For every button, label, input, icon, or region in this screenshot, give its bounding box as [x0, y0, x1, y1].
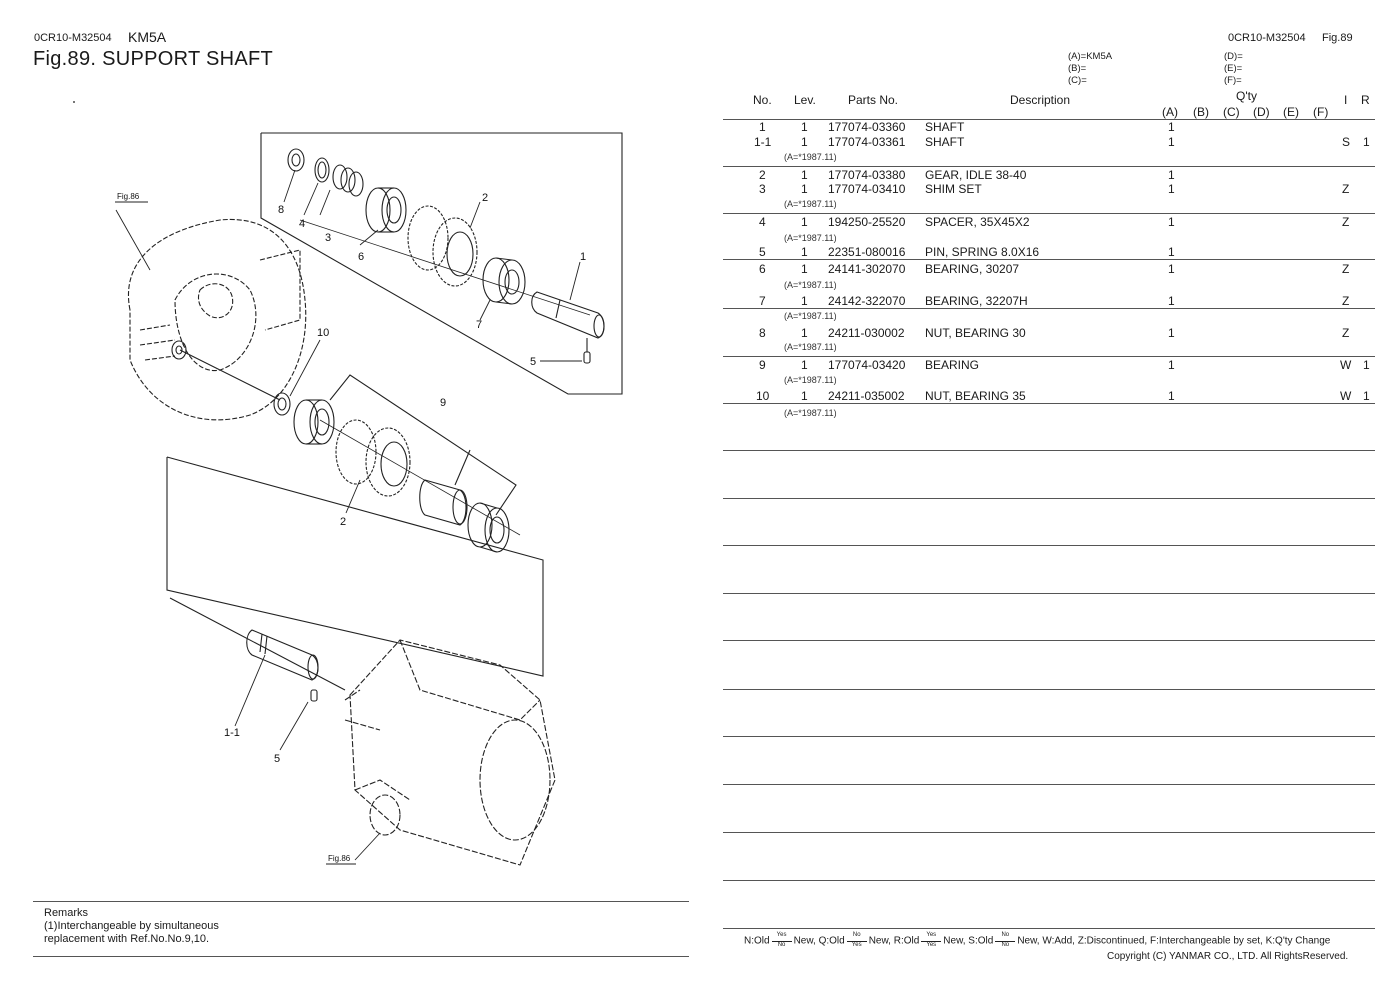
double-arrow-icon: No Yes — [847, 934, 867, 948]
empty-rule — [723, 640, 1375, 641]
legend-q-label: Q:Old — [818, 935, 845, 947]
row-note: (A=*1987.11) — [784, 233, 837, 243]
row-i-code: W — [1340, 389, 1352, 403]
col-header-qty: Q'ty — [1236, 89, 1257, 103]
row-qty-a: 1 — [1168, 358, 1175, 372]
collar-icon — [420, 480, 467, 525]
row-no: 5 — [759, 245, 766, 259]
row-parts-no: 24211-035002 — [828, 389, 905, 403]
row-i-code: Z — [1342, 262, 1350, 276]
row-no: 1 — [759, 120, 766, 134]
row-divider — [723, 259, 1375, 260]
legend-model-c: (C)= — [1068, 75, 1087, 86]
model-label: KM5A — [128, 29, 167, 45]
legend-new: New, — [868, 935, 891, 947]
bearing-lower-left-icon — [294, 400, 334, 444]
row-lev: 1 — [801, 135, 808, 149]
idle-gear-2-icon — [408, 206, 477, 286]
figure-title: Fig.89. SUPPORT SHAFT — [33, 48, 274, 70]
row-qty-a: 1 — [1168, 120, 1175, 134]
callout-5-lower: 5 — [274, 753, 281, 765]
row-parts-no: 177074-03361 — [828, 135, 906, 149]
row-lev: 1 — [801, 389, 808, 403]
col-header-no: No. — [753, 93, 772, 107]
row-description: BEARING, 32207H — [925, 294, 1028, 308]
remarks-bottom-rule — [33, 956, 689, 957]
col-header-qty-f: (F) — [1313, 105, 1329, 119]
row-parts-no: 24211-030002 — [828, 326, 905, 340]
row-lev: 1 — [801, 215, 808, 229]
row-parts-no: 177074-03420 — [828, 358, 906, 372]
col-header-r: R — [1361, 93, 1370, 107]
row-note: (A=*1987.11) — [784, 199, 837, 209]
row-description: SPACER, 35X45X2 — [925, 215, 1030, 229]
row-lev: 1 — [801, 294, 808, 308]
col-header-qty-c: (C) — [1223, 105, 1240, 119]
empty-rule — [723, 450, 1375, 451]
idle-gear-lower-icon — [336, 420, 410, 496]
housing-flywheel-icon — [128, 219, 305, 419]
empty-rule — [723, 880, 1375, 881]
row-note: (A=*1987.11) — [784, 152, 837, 162]
fig-ref-86-top: Fig.86 — [117, 192, 140, 201]
legend-s-label: S:Old — [968, 935, 994, 947]
row-lev: 1 — [801, 262, 808, 276]
row-no: 3 — [759, 182, 766, 196]
row-qty-a: 1 — [1168, 215, 1175, 229]
row-parts-no: 22351-080016 — [828, 245, 906, 259]
empty-rule — [723, 784, 1375, 785]
row-qty-a: 1 — [1168, 168, 1175, 182]
row-no: 2 — [759, 168, 766, 182]
empty-rule — [723, 593, 1375, 594]
callout-10: 10 — [317, 327, 330, 339]
row-i-code: Z — [1342, 215, 1350, 229]
row-i-code: Z — [1342, 182, 1350, 196]
copyright: Copyright (C) YANMAR CO., LTD. All RightsReserved. — [1107, 951, 1349, 962]
double-arrow-icon: $\frac{No}{No}$ — [995, 934, 1015, 948]
legend-n-label: N:Old — [744, 935, 770, 947]
shim-set-3-icon — [333, 165, 363, 196]
shaft-1-icon — [532, 292, 604, 338]
legend-model-a: (A)=KM5A — [1068, 51, 1113, 62]
row-i-code: S — [1342, 135, 1351, 149]
row-no: 1-1 — [754, 135, 772, 149]
exploded-parts-diagram — [0, 0, 700, 900]
col-header-parts-no: Parts No. — [848, 93, 899, 107]
nut-10-icon — [274, 393, 290, 415]
col-header-qty-b: (B) — [1193, 105, 1209, 119]
spacer-4-icon — [315, 158, 329, 182]
row-r-code: 1 — [1363, 389, 1370, 403]
legend-new: New, — [943, 935, 966, 947]
change-code-legend — [744, 934, 1330, 948]
row-parts-no: 177074-03360 — [828, 120, 906, 134]
transmission-case-icon — [345, 640, 555, 865]
row-i-code: W — [1340, 358, 1352, 372]
remarks-top-rule — [33, 901, 689, 902]
row-i-code: Z — [1342, 326, 1350, 340]
callout-4: 4 — [299, 218, 306, 230]
row-note: (A=*1987.11) — [784, 311, 837, 321]
nut-8-icon — [288, 149, 304, 171]
callout-9: 9 — [440, 397, 447, 409]
row-note: (A=*1987.11) — [784, 408, 837, 418]
fig-ref-86-bottom: Fig.86 — [328, 854, 351, 863]
empty-rule — [723, 736, 1375, 737]
row-description: SHAFT — [925, 120, 965, 134]
row-no: 9 — [759, 358, 766, 372]
legend-model-e: (E)= — [1224, 63, 1243, 74]
row-lev: 1 — [801, 358, 808, 372]
bearing-6-icon — [366, 188, 406, 232]
empty-rule — [723, 689, 1375, 690]
col-header-i: I — [1344, 93, 1348, 107]
row-description: PIN, SPRING 8.0X16 — [925, 245, 1040, 259]
bearing-lower-right-icon — [468, 503, 509, 552]
row-description: NUT, BEARING 30 — [925, 326, 1026, 340]
empty-rule — [723, 498, 1375, 499]
row-divider — [723, 213, 1375, 214]
spring-pin-5-lower-icon — [311, 690, 317, 701]
row-qty-a: 1 — [1168, 135, 1175, 149]
footer-rule — [723, 928, 1375, 929]
callout-1-1: 1-1 — [224, 727, 240, 739]
empty-rule — [723, 832, 1375, 833]
row-lev: 1 — [801, 245, 808, 259]
row-no: 6 — [759, 262, 766, 276]
row-no: 4 — [759, 215, 766, 229]
remarks-box — [44, 907, 219, 946]
callout-6: 6 — [358, 251, 365, 263]
legend-rest: W:Add, Z:Discontinued, F:Interchangeable by set, K:Q'ty Change — [1042, 935, 1331, 947]
row-description: GEAR, IDLE 38-40 — [925, 168, 1027, 182]
double-arrow-icon: Yes Yes — [921, 934, 941, 948]
callout-2-upper: 2 — [482, 192, 489, 204]
remarks-title: Remarks — [44, 907, 89, 919]
spring-pin-5-icon — [584, 352, 590, 363]
row-parts-no: 177074-03410 — [828, 182, 906, 196]
col-header-lev: Lev. — [794, 93, 816, 107]
legend-model-d: (D)= — [1224, 51, 1243, 62]
remarks-line-1: (1)Interchangeable by simultaneous — [44, 920, 219, 932]
row-note: (A=*1987.11) — [784, 375, 837, 385]
legend-model-b: (B)= — [1068, 63, 1087, 74]
row-divider — [723, 403, 1375, 404]
lower-assembly-frame — [167, 457, 543, 676]
row-description: NUT, BEARING 35 — [925, 389, 1026, 403]
callout-3: 3 — [325, 232, 332, 244]
empty-rule — [723, 545, 1375, 546]
row-qty-a: 1 — [1168, 294, 1175, 308]
row-i-code: Z — [1342, 294, 1350, 308]
row-parts-no: 194250-25520 — [828, 215, 906, 229]
row-qty-a: 1 — [1168, 389, 1175, 403]
callout-1: 1 — [580, 251, 587, 263]
legend-r-label: R:Old — [893, 935, 920, 947]
legend-new: New, — [1017, 935, 1040, 947]
double-arrow-icon: Yes No — [772, 934, 792, 948]
row-description: SHAFT — [925, 135, 965, 149]
col-header-qty-e: (E) — [1283, 105, 1299, 119]
col-header-qty-d: (D) — [1253, 105, 1270, 119]
row-description: BEARING, 30207 — [925, 262, 1020, 276]
callout-7: 7 — [476, 319, 483, 331]
row-note: (A=*1987.11) — [784, 280, 837, 290]
doc-code-right: 0CR10-M32504 — [1228, 32, 1306, 44]
row-parts-no: 24142-322070 — [828, 294, 906, 308]
row-description: SHIM SET — [925, 182, 982, 196]
col-header-qty-a: (A) — [1162, 105, 1178, 119]
row-divider — [723, 166, 1375, 167]
row-r-code: 1 — [1363, 135, 1370, 149]
col-header-description: Description — [1010, 93, 1071, 107]
row-lev: 1 — [801, 182, 808, 196]
bearing-7-icon — [483, 258, 525, 304]
row-no: 10 — [756, 389, 770, 403]
row-lev: 1 — [801, 168, 808, 182]
header-divider — [723, 119, 1375, 120]
callout-2-lower: 2 — [340, 516, 347, 528]
callout-5-upper: 5 — [530, 356, 537, 368]
callout-8: 8 — [278, 204, 285, 216]
remarks-line-2: replacement with Ref.No.No.9,10. — [44, 933, 210, 945]
row-description: BEARING — [925, 358, 980, 372]
row-lev: 1 — [801, 326, 808, 340]
legend-new: New, — [793, 935, 816, 947]
row-qty-a: 1 — [1168, 245, 1175, 259]
row-no: 7 — [759, 294, 766, 308]
row-divider — [723, 356, 1375, 357]
row-note: (A=*1987.11) — [784, 342, 837, 352]
row-divider — [723, 308, 1375, 309]
row-no: 8 — [759, 326, 766, 340]
fig-ref-right: Fig.89 — [1322, 32, 1353, 44]
legend-model-f: (F)= — [1224, 75, 1242, 86]
row-parts-no: 24141-302070 — [828, 262, 906, 276]
row-lev: 1 — [801, 120, 808, 134]
row-parts-no: 177074-03380 — [828, 168, 906, 182]
row-r-code: 1 — [1363, 358, 1370, 372]
row-qty-a: 1 — [1168, 182, 1175, 196]
row-qty-a: 1 — [1168, 262, 1175, 276]
row-qty-a: 1 — [1168, 326, 1175, 340]
doc-code-left: 0CR10-M32504 — [34, 32, 112, 44]
